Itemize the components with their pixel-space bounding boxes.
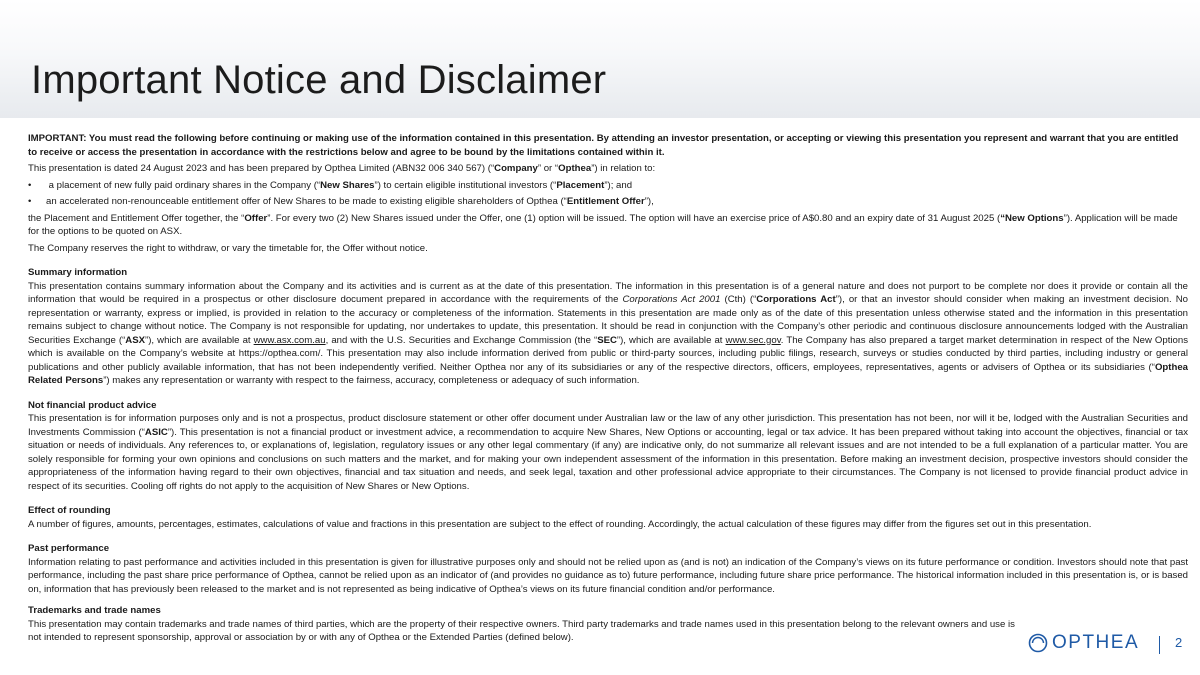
rounding-paragraph: A number of figures, amounts, percentages, estimates, calculations of value and fractions in this presentation are subject to the effect of rounding. Accordingly, the actual calculation of these figures may differ from the figures set out in this presentation. <box>28 518 1092 530</box>
summary-text: ”) makes any representation or warranty with respect to the fairness, accuracy, completeness or adequacy of such information. <box>103 375 640 386</box>
section-heading: Trademarks and trade names <box>28 605 161 616</box>
not-advice-section <box>28 399 1188 494</box>
rounding-section <box>28 504 1188 531</box>
section-heading: Past performance <box>28 543 110 554</box>
bullet-icon: • <box>28 179 32 191</box>
past-performance-section <box>28 542 1188 596</box>
asic-term: ASIC <box>144 426 168 438</box>
dated-paragraph <box>28 162 1188 176</box>
bullet-text: a placement of new fully paid ordinary shares in the Company (“ <box>46 179 321 191</box>
offer-term: Offer <box>244 212 268 224</box>
section-heading: Summary information <box>28 267 128 278</box>
company-term: Company <box>494 163 538 174</box>
logo-wordmark: OPTHEA <box>1052 632 1140 653</box>
footer-divider <box>1159 636 1160 654</box>
page-number: 2 <box>1175 635 1183 650</box>
opthea-logo <box>1028 630 1150 656</box>
bullet-text: ”); and <box>604 179 633 191</box>
sec-term: SEC <box>597 334 617 346</box>
disclaimer-body <box>28 132 1188 648</box>
reserve-paragraph: The Company reserves the right to withdraw, or vary the timetable for, the Offer without notice. <box>28 242 428 254</box>
related-persons-term: Opthea Related Persons <box>28 361 1188 386</box>
bullet-text: ”) to certain eligible institutional investors (“ <box>374 179 557 191</box>
dated-text: ”) in relation to: <box>591 163 656 174</box>
asx-link[interactable]: www.asx.com.au <box>253 334 326 346</box>
bullet-item-entitlement <box>28 195 1188 209</box>
summary-text: ”), or that an investor should consider when making an investment decision. No representation or warranty, express or implied, is provided in relation to the accuracy or completeness of the information. Statements in this presentation are made only as of the date of this presentation unless otherwise stated and the information in this presentation remains subject to change without notice. The Company is not responsible for updating, nor undertakes to update, this presentation. It should be read in conjunction with the Company’s other periodic and continuous disclosure announcements lodged with the Australian Securities Exchange (“ <box>28 294 1188 346</box>
summary-text: . The Company has also prepared a target market determination in respect of the New Options which is available on the Company’s website at https://opthea.com/. This presentation may also include information derived from public or third-party sources, including public filings, research, surveys or studies conducted by third parties, including industry or general publications and other publicly available information, that has not been independently verified. Neither Opthea nor any of its subsidiaries or any of the respective directors, officers, employees, representatives, agents or advisers of Opthea or its subsidiaries (“ <box>28 334 1188 373</box>
placement-term: Placement <box>556 179 605 191</box>
section-heading: Not financial product advice <box>28 399 157 411</box>
not-advice-text: This presentation is for information purposes only and is not a prospectus, product disclosure statement or other offer document under Australian law or the law of any other jurisdiction. This presentation has not been, nor will it be, lodged with the Australian Securities and Investments Commission (“ <box>28 413 1188 438</box>
asx-term: ASX <box>125 334 146 346</box>
summary-text: (Cth) (“ <box>720 294 757 305</box>
offer-text: the Placement and Entitlement Offer together, the “ <box>28 212 245 224</box>
dated-text: This presentation is dated 24 August 2023 and has been prepared by Opthea Limited (ABN32 006 340 567) (“ <box>28 163 495 174</box>
summary-paragraph <box>28 280 1188 388</box>
offer-text: ”). Application will be made for the options to be quoted on ASX. <box>28 212 1178 237</box>
offer-paragraph <box>28 212 1188 239</box>
bullet-text: ”), <box>644 196 654 207</box>
opthea-term: Opthea <box>558 163 592 174</box>
important-paragraph: IMPORTANT: You must read the following before continuing or making use of the information contained in this presentation. By attending an investor presentation, or accepting or viewing this presentation you represent and warrant that you are entitled to receive or access the presentation in accordance with the restrictions below and agree to be bound by the limitations contained within it. <box>28 133 1179 158</box>
not-advice-text: ”). This presentation is not a financial product or investment advice, a recommendation to acquire New Shares, New Options or accounting, legal or tax advice. It has been prepared without taking into account the objectives, financial or tax situation or needs of individuals. Any references to, or explanations of, legislation, regulatory issues or any other legal commentary (if any) are indicative only, do not summarize all relevant issues and are not intended to be a full explanation of a particular matter. You are solely responsible for forming your own opinions and conclusions on such matters and the market, and for making your own independent assessment of the information in this presentation. Before making an investment decision, prospective investors should consider the appropriateness of the information having regard to their own objectives, financial and tax situation and needs, and seek legal, taxation and other professional advice appropriate to their circumstances. The Company is not licensed to provide financial product advice in respect of its securities. Cooling off rights do not apply to the acquisition of New Shares or New Options. <box>28 426 1188 492</box>
summary-text: ”), which are available at <box>616 334 726 346</box>
corporations-act-title: Corporations Act 2001 <box>622 294 721 305</box>
trademarks-paragraph: This presentation may contain trademarks and trade names of third parties, which are the property of their respective owners. Third party trademarks and trade names used in this presentation belong to the relevant owners and use is not intended to represent sponsorship, approval or association by or with any of Opthea or the Extended Parties (defined below). <box>28 618 1015 643</box>
not-advice-paragraph <box>28 412 1188 493</box>
dated-text: ” or “ <box>537 163 559 174</box>
bullet-text: an accelerated non-renounceable entitlement offer of New Shares to be made to existing eligible shareholders of Opthea (“ <box>46 196 567 207</box>
entitlement-term: Entitlement Offer <box>566 196 645 207</box>
new-shares-term: New Shares <box>320 179 375 191</box>
section-heading: Effect of rounding <box>28 505 111 516</box>
summary-section <box>28 266 1188 388</box>
corporations-act-term: Corporations Act <box>756 294 836 305</box>
past-performance-paragraph: Information relating to past performance and activities included in this presentation is given for illustrative purposes only and should not be relied upon as (and is not) an indication of the Company’s views on its future performance or condition. Investors should note that past performance, including the past share price performance of Opthea, cannot be relied upon as an indicator of (and provides no guidance as to) future performance, including future share price performance. The historical information included in this presentation is, or is based on, information that has previously been released to the market and is not represented as being indicative of Opthea’s views on its future financial condition and/or performance. <box>28 556 1188 595</box>
sec-link[interactable]: www.sec.gov <box>725 334 781 346</box>
summary-text: ”), which are available at <box>145 334 254 346</box>
new-options-term: “New Options <box>1000 212 1064 224</box>
summary-text: This presentation contains summary information about the Company and its activities and is current as at the date of this presentation. The information in this presentation is of a general nature and does not purport to be complete nor does it provide or contain all the information that would be required in a prospectus or other disclosure document prepared in accordance with the requirements of the <box>28 280 1188 305</box>
page-title: Important Notice and Disclaimer <box>31 58 607 102</box>
opthea-logo-icon <box>1028 633 1048 653</box>
bullet-item-placement <box>28 179 1188 193</box>
offer-text: ”. For every two (2) New Shares issued under the Offer, one (1) option will be issued. The option will have an exercise price of A$0.80 and an expiry date of 31 August 2025 ( <box>267 212 1001 224</box>
bullet-icon: • <box>28 196 32 207</box>
trademarks-section <box>28 604 1188 645</box>
summary-text: , and with the U.S. Securities and Exchange Commission (the “ <box>325 334 598 346</box>
